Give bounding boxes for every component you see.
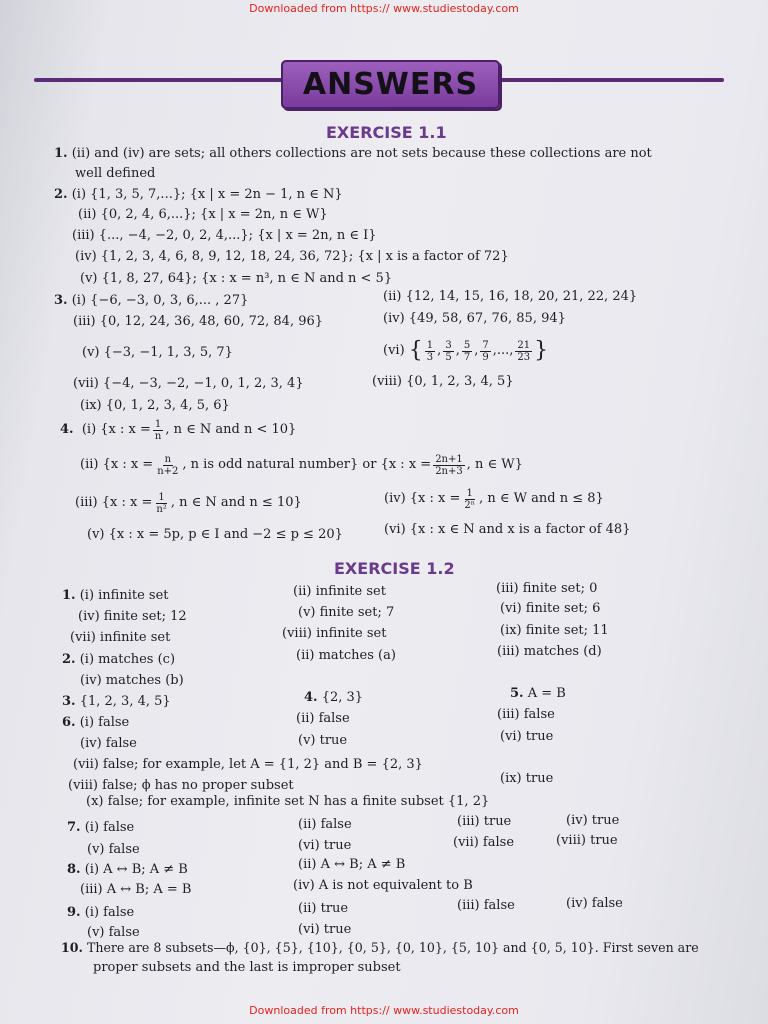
answer-1-1-q4-iii: (iii) {x : x = $\frac{1}{\text{n²}}$ , n ∈ N and n ≤ 10} xyxy=(75,491,302,515)
answer-1-1-q2-i: 2. (i) {1, 3, 5, 7,...}; {x | x = 2n − 1, n ∈ N} xyxy=(54,187,343,202)
answer-1-2-q8-iii: (iii) A ↔ B; A = B xyxy=(80,882,192,897)
answer-1-2-q6-ii: (ii) false xyxy=(296,711,350,726)
answer-1-2-q2-iii: (iii) matches (d) xyxy=(497,644,602,659)
answer-1-2-q7-i: 7. (i) false xyxy=(67,820,135,835)
download-banner-top[interactable]: Downloaded from https:// www.studiestoday.com xyxy=(249,2,519,15)
answer-1-2-q5: 5. A = B xyxy=(510,686,566,701)
fraction: 3 5 xyxy=(445,339,452,363)
answer-1-2-q9-ii: (ii) true xyxy=(298,901,349,916)
answer-1-2-q1-iv: (iv) finite set; 12 xyxy=(78,609,187,624)
fraction: 7 9 xyxy=(482,339,489,363)
answer-1-2-q1-vii: (vii) infinite set xyxy=(70,630,171,645)
download-banner-bottom[interactable]: Downloaded from https:// www.studiestoday.com xyxy=(249,1004,519,1017)
fraction: $\frac{1}{n}$ xyxy=(154,418,162,442)
answer-1-2-q6-i: 6. (i) false xyxy=(62,715,130,730)
answer-1-2-q6-x: (x) false; for example, infinite set N has a finite subset {1, 2} xyxy=(86,794,490,809)
answer-1-1-q4-v: (v) {x : x = 5p, p ∈ I and −2 ≤ p ≤ 20} xyxy=(87,527,343,542)
answer-1-2-q6-vi: (vi) true xyxy=(500,729,554,744)
answer-1-2-q2-iv: (iv) matches (b) xyxy=(80,673,184,688)
answer-1-2-q6-vii: (vii) false; for example, let A = {1, 2} and B = {2, 3} xyxy=(73,757,423,772)
answer-1-1-q3-ii: (ii) {12, 14, 15, 16, 18, 20, 21, 22, 24} xyxy=(383,289,638,304)
answer-1-1-q3-i: 3. (i) {−6, −3, 0, 3, 6,... , 27} xyxy=(54,293,249,308)
answer-1-2-q6-ix: (ix) true xyxy=(500,771,554,786)
answer-1-1-q1-cont: well defined xyxy=(75,166,156,181)
fraction: $\frac{1}{\text{n²}}$ xyxy=(156,491,167,515)
answer-1-1-q2-v: (v) {1, 8, 27, 64}; {x : x = n³, n ∈ N and n < 5} xyxy=(80,271,393,286)
answer-1-2-q9-vi: (vi) true xyxy=(298,922,352,937)
fraction: 21 23 xyxy=(517,339,531,363)
answer-1-2-q9-iv: (iv) false xyxy=(566,896,623,911)
answer-1-1-q3-vi: (vi) { 1 3 , 3 5 , 5 7 , 7 9 ,..., 21 23 } xyxy=(383,338,549,363)
answer-1-2-q10-cont: proper subsets and the last is improper subset xyxy=(93,960,401,975)
answer-1-2-q6-v: (v) true xyxy=(298,733,348,748)
fraction: $\frac{n}{n+2}$ xyxy=(157,453,179,477)
answer-1-1-q4-iv: (iv) {x : x = $\frac{1}{\text{2ⁿ}}$ , n ∈ W and n ≤ 8} xyxy=(384,487,604,511)
answer-1-2-q6-iv: (iv) false xyxy=(80,736,137,751)
answer-1-1-q1: 1. (ii) and (iv) are sets; all others collections are not sets because these collections are not xyxy=(54,146,652,161)
answer-1-2-q7-vii: (vii) false xyxy=(453,835,515,850)
answer-1-2-q3: 3. {1, 2, 3, 4, 5} xyxy=(62,694,171,709)
answer-1-2-q9-iii: (iii) false xyxy=(457,898,515,913)
answer-1-1-q3-iii: (iii) {0, 12, 24, 36, 48, 60, 72, 84, 96} xyxy=(73,314,324,329)
answer-1-2-q7-iv: (iv) true xyxy=(566,813,620,828)
answer-1-2-q4: 4. {2, 3} xyxy=(304,690,364,705)
answer-1-2-q8-i: 8. (i) A ↔ B; A ≠ B xyxy=(67,862,188,877)
exercise-1-1-title: EXERCISE 1.1 xyxy=(326,123,447,142)
answer-1-2-q6-iii: (iii) false xyxy=(497,707,555,722)
answer-1-1-q2-ii: (ii) {0, 2, 4, 6,...}; {x | x = 2n, n ∈ W} xyxy=(78,207,328,222)
answer-1-2-q9-i: 9. (i) false xyxy=(67,905,135,920)
answer-1-2-q1-ix: (ix) finite set; 11 xyxy=(500,623,609,638)
exercise-1-2-title: EXERCISE 1.2 xyxy=(334,559,455,578)
answer-1-2-q8-ii: (ii) A ↔ B; A ≠ B xyxy=(298,857,406,872)
answer-1-1-q4-i: 4. (i) {x : x = $\frac{1}{n}$ , n ∈ N and n < 10} xyxy=(60,418,297,442)
answer-1-1-q4-vi: (vi) {x : x ∈ N and x is a factor of 48} xyxy=(384,522,631,537)
fraction: 5 7 xyxy=(463,339,471,363)
fraction: $\frac{1}{\text{2ⁿ}}$ xyxy=(464,487,476,511)
answer-1-2-q7-v: (v) false xyxy=(87,842,140,857)
answer-1-1-q2-iv: (iv) {1, 2, 3, 4, 6, 8, 9, 12, 18, 24, 36, 72}; {x | x is a factor of 72} xyxy=(75,249,509,264)
answer-1-1-q4-ii: (ii) {x : x = $\frac{n}{n+2}$ , n is odd natural number} or {x : x = $\frac{2n+1}{2n+3}$ , n ∈ W} xyxy=(80,453,523,477)
answer-1-2-q8-iv: (iv) A is not equivalent to B xyxy=(293,878,473,893)
answer-1-2-q2-ii: (ii) matches (a) xyxy=(296,648,396,663)
answers-heading: ANSWERS xyxy=(281,60,500,109)
answer-1-2-q7-viii: (viii) true xyxy=(556,833,618,848)
answer-1-2-q1-viii: (viii) infinite set xyxy=(282,626,387,641)
answer-1-2-q10: 10. There are 8 subsets—ϕ, {0}, {5}, {10}, {0, 5}, {0, 10}, {5, 10} and {0, 5, 10}. First seven are xyxy=(61,940,699,955)
answer-1-1-q3-vii: (vii) {−4, −3, −2, −1, 0, 1, 2, 3, 4} xyxy=(73,376,304,391)
answer-1-2-q1-v: (v) finite set; 7 xyxy=(298,605,395,620)
answer-1-2-q1-ii: (ii) infinite set xyxy=(293,584,386,599)
answer-1-2-q2-i: 2. (i) matches (c) xyxy=(62,652,176,667)
fraction: 1 3 xyxy=(426,339,434,363)
answer-1-2-q7-vi: (vi) true xyxy=(298,838,352,853)
answer-1-2-q1-vi: (vi) finite set; 6 xyxy=(500,601,601,616)
answer-1-2-q9-v: (v) false xyxy=(87,925,140,940)
answer-1-2-q6-viii: (viii) false; ϕ has no proper subset xyxy=(68,778,294,793)
answer-1-1-q3-ix: (ix) {0, 1, 2, 3, 4, 5, 6} xyxy=(80,398,230,413)
answer-1-2-q1-iii: (iii) finite set; 0 xyxy=(496,581,598,596)
answer-1-1-q3-viii: (viii) {0, 1, 2, 3, 4, 5} xyxy=(372,374,514,389)
answer-1-1-q2-iii: (iii) {..., −4, −2, 0, 2, 4,...}; {x | x = 2n, n ∈ I} xyxy=(72,228,377,243)
answer-1-2-q7-ii: (ii) false xyxy=(298,817,352,832)
answer-1-1-q3-iv: (iv) {49, 58, 67, 76, 85, 94} xyxy=(383,311,566,326)
answer-1-2-q1-i: 1. (i) infinite set xyxy=(62,588,169,603)
answer-1-1-q3-v: (v) {−3, −1, 1, 3, 5, 7} xyxy=(82,345,233,360)
fraction: $\frac{2n+1}{2n+3}$ xyxy=(435,453,463,477)
answer-1-2-q7-iii: (iii) true xyxy=(457,814,512,829)
